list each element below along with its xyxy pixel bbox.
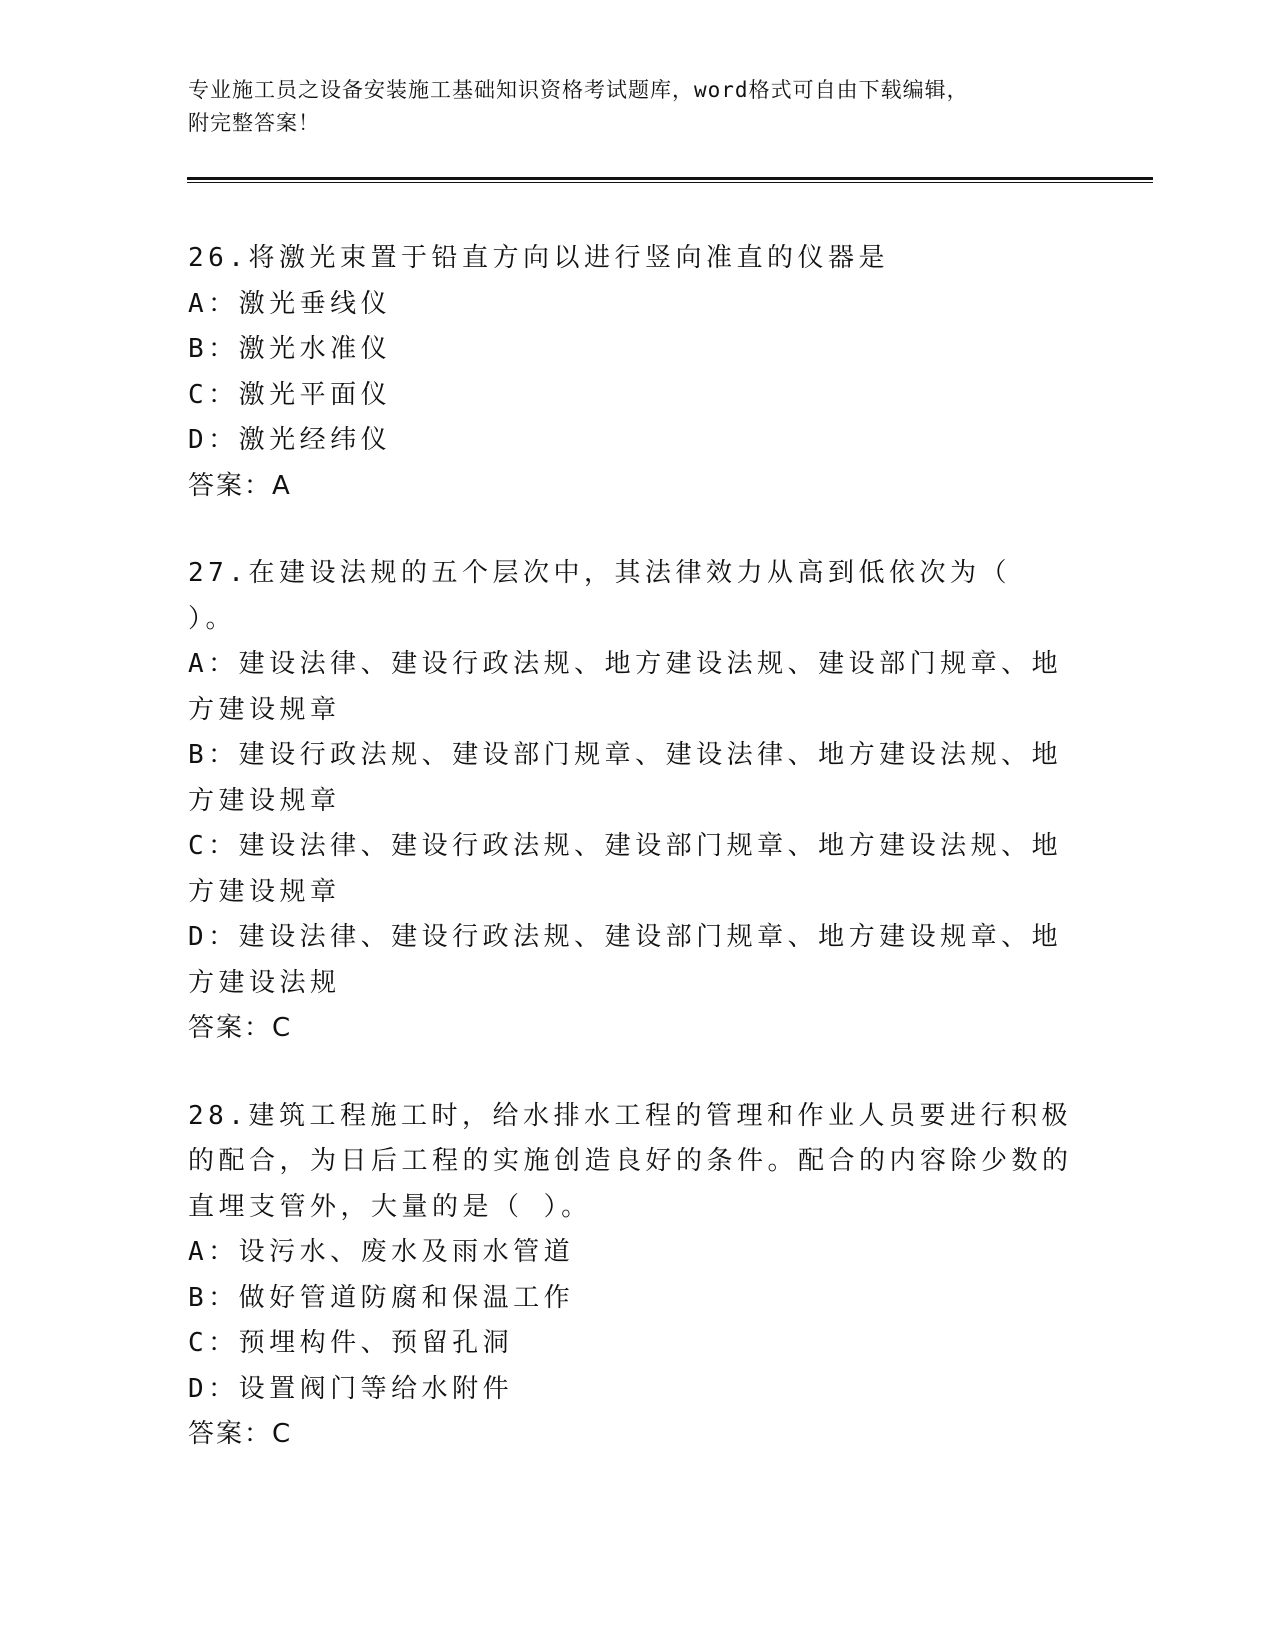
question-27 — [188, 551, 1078, 1052]
question-stem: 28.建筑工程施工时，给水排水工程的管理和作业人员要进行积极的配合，为日后工程的实施创造良好的条件。配合的内容除少数的直埋支管外，大量的是（ ）。 — [188, 1100, 1073, 1222]
option-d: D：激光经纬仪 — [188, 425, 392, 455]
header-line-1: 专业施工员之设备安装施工基础知识资格考试题库，word格式可自由下载编辑， — [188, 78, 969, 102]
option-c: C：激光平面仪 — [188, 379, 392, 410]
question-26 — [188, 236, 1078, 509]
question-list — [188, 236, 1078, 1500]
option-d: D：设置阀门等给水附件 — [188, 1373, 514, 1404]
header-divider-thick — [187, 177, 1153, 180]
option-a: A：设污水、废水及雨水管道 — [188, 1237, 575, 1267]
option-c: C：预埋构件、预留孔洞 — [188, 1328, 514, 1358]
option-c: C：建设法律、建设行政法规、建设部门规章、地方建设法规、地方建设规章 — [188, 831, 1063, 907]
option-a: A：激光垂线仪 — [188, 288, 392, 319]
answer-line: 答案：A — [188, 470, 292, 501]
question-stem: 26.将激光束置于铅直方向以进行竖向准直的仪器是 — [188, 243, 889, 273]
option-b: B：建设行政法规、建设部门规章、建设法律、地方建设法规、地方建设规章 — [188, 740, 1063, 816]
option-d: D：建设法律、建设行政法规、建设部门规章、地方建设规章、地方建设法规 — [188, 922, 1063, 998]
option-b: B：做好管道防腐和保温工作 — [188, 1282, 575, 1313]
question-stem: 27.在建设法规的五个层次中，其法律效力从高到低依次为（ ）。 — [188, 558, 1032, 634]
option-a: A：建设法律、建设行政法规、地方建设法规、建设部门规章、地方建设规章 — [188, 649, 1063, 725]
answer-line: 答案：C — [188, 1419, 293, 1449]
header-divider-thin — [187, 182, 1153, 183]
document-header — [188, 74, 1068, 140]
option-b: B：激光水准仪 — [188, 334, 392, 364]
header-line-2: 附完整答案！ — [188, 111, 320, 135]
question-28 — [188, 1094, 1078, 1458]
answer-line: 答案：C — [188, 1013, 293, 1043]
